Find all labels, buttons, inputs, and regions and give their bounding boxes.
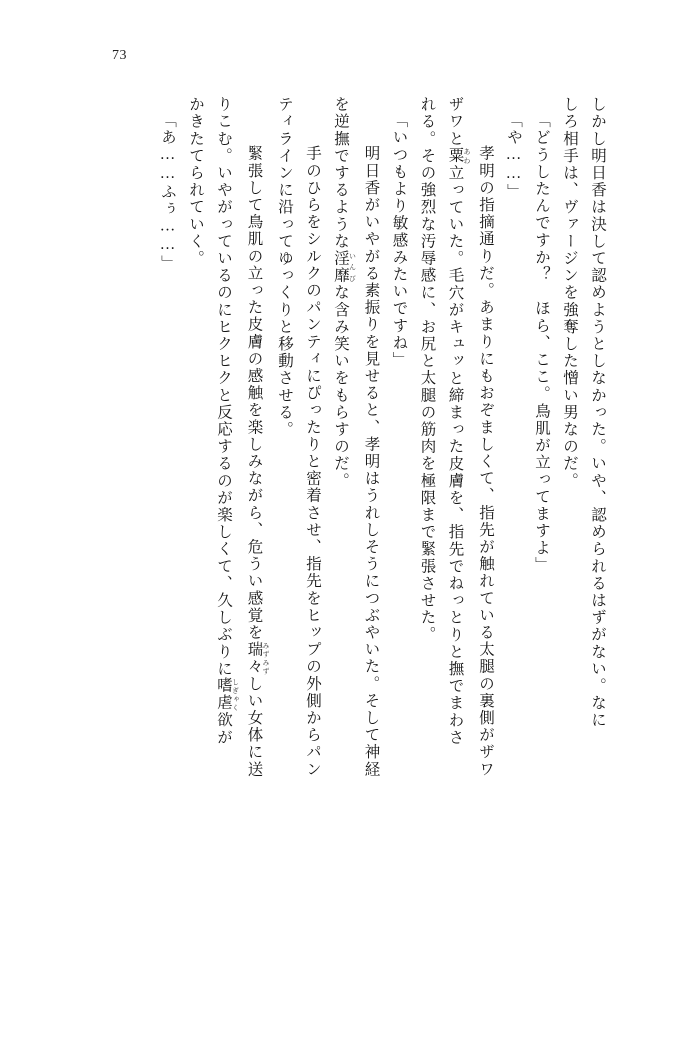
ruby-annotation: 嗜虐 しぎゃく [215, 677, 240, 712]
text-column: かきたてられていく。 [187, 96, 204, 267]
text-column: しかし明日香は決して認めようとしなかった。いや、認められるはずがない。なに [589, 96, 606, 729]
text-column: 明日香がいやがる素振りを見せると、孝明はうれしそうにつぶやいた。そして神経 [362, 128, 380, 778]
text-column: 「や……」 [505, 112, 522, 201]
text-column: ティラインに沿ってゆっくりと移動させる。 [276, 96, 293, 438]
text-column: を逆撫でするような淫靡 いんびな含み笑いをもらすのだ。 [332, 96, 357, 490]
vertical-text-block [63, 96, 611, 976]
text-column: れる。その強烈な汚辱感に、お尻と太腿の筋肉を極限まで緊張させた。 [418, 96, 436, 644]
text-column: 緊張して鳥肌の立った皮膚の感触を楽しみながら、危うい感覚を瑞々 みずみずしい女体に送 [245, 128, 270, 778]
text-column: 「どうしたんですか？ ほら、ここ。鳥肌が立ってますよ」 [533, 112, 550, 574]
ruby-annotation: 粟 あわ [446, 147, 471, 165]
text-column: しろ相手は、ヴァージンを強奪した憎い男なのだ。 [561, 96, 578, 490]
text-column: 「あ……ふぅ……」 [159, 112, 176, 272]
text-column: 「いつもより敏感みたいですね」 [390, 112, 408, 369]
text-column: 手のひらをシルクのパンティにぴったりと密着させ、指先をヒップの外側からパン [304, 128, 321, 778]
ruby-annotation: 淫靡 いんび [332, 249, 357, 285]
text-column: りこむ。いやがっているのにヒクヒクと反応するのが楽しくて、久しぶりに嗜虐 しぎゃく欲が [215, 96, 240, 746]
text-column: 孝明の指摘通りだ。あまりにもおぞましくて、指先が触れている太腿の裏側がザワ [477, 128, 494, 778]
page-number: 73 [112, 48, 127, 63]
text-column: ザワと粟 あわ立っていた。毛穴がキュッと締まった皮膚を、指先でねっとりと撫でまわさ [446, 96, 471, 746]
ruby-annotation: 瑞々 みずみず [245, 641, 270, 676]
